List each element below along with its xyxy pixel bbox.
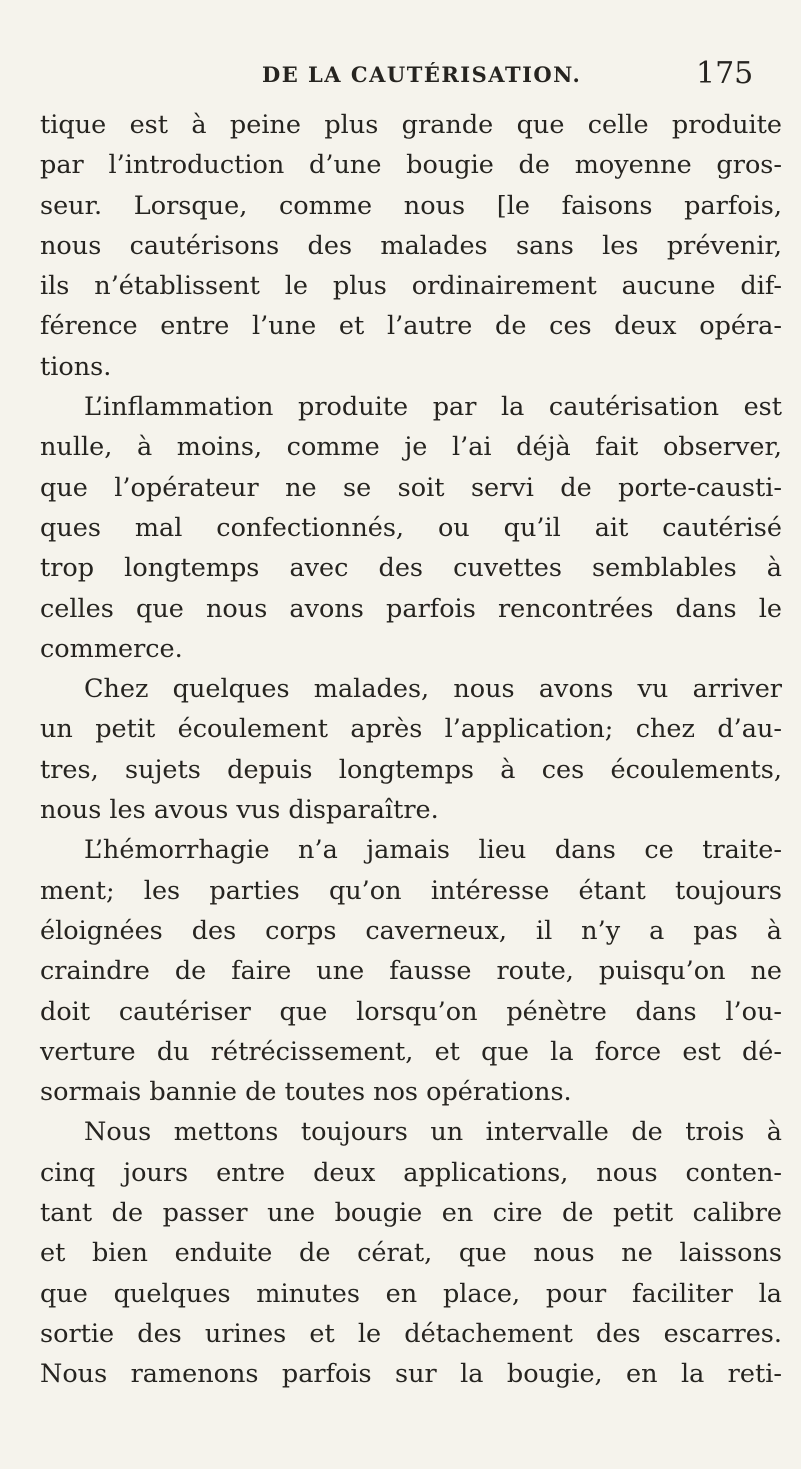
text-line: férence entre l’une et l’autre de ces deux opéra- [40,311,782,342]
text-line: que l’opérateur ne se soit servi de porte-causti- [40,472,782,503]
text-line: celles que nous avons parfois rencontrées dans le [40,593,782,624]
text-line: Chez quelques malades, nous avons vu arriver [84,674,782,705]
text-line: verture du rétrécissement, et que la force est dé- [40,1036,782,1067]
text-line: Nous ramenons parfois sur la bougie, en la reti- [40,1359,782,1390]
text-line: trop longtemps avec des cuvettes semblables à [40,553,782,584]
text-line: tique est à peine plus grande que celle produite [40,110,782,140]
running-title: DE LA CAUTÉRISATION. [262,62,582,87]
text-line: L’inflammation produite par la cautérisation est [84,392,782,423]
text-line: sortie des urines et le détachement des escarres. [40,1318,782,1349]
text-line: que quelques minutes en place, pour faciliter la [40,1278,782,1309]
text-line: tres, sujets depuis longtemps à ces écoulements, [40,754,782,785]
text-line: L’hémorrhagie n’a jamais lieu dans ce traite- [84,835,782,866]
text-line: nous cautérisons des malades sans les prévenir, [40,230,782,261]
text-line: ils n’établissent le plus ordinairement aucune dif- [40,271,782,302]
text-line: ment; les parties qu’on intéresse étant toujours [40,875,782,906]
text-line: par l’introduction d’une bougie de moyenne gros- [40,150,782,181]
body-text [40,105,782,1395]
text-line: éloignées des corps caverneux, il n’y a pas à [40,915,782,946]
text-line: tant de passer une bougie en cire de petit calibre [40,1198,782,1229]
text-line: cinq jours entre deux applications, nous conten- [40,1157,782,1188]
text-line: tions. [40,351,112,382]
text-line: nulle, à moins, comme je l’ai déjà fait observer, [40,432,782,463]
text-line: seur. Lorsque, comme nous [le faisons parfois, [40,190,782,221]
text-line: craindre de faire une fausse route, puisqu’on ne [40,956,782,987]
text-line: nous les avous vus disparaître. [40,795,439,826]
text-line: un petit écoulement après l’application; chez d’au- [40,714,782,745]
text-line: ques mal confectionnés, ou qu’il ait cautérisé [40,512,782,543]
text-line: sormais bannie de toutes nos opérations. [40,1077,572,1108]
running-head [0,58,801,98]
page-number: 175 [696,56,754,91]
text-line: et bien enduite de cérat, que nous ne laissons [40,1238,782,1269]
text-line: doit cautériser que lorsqu’on pénètre dans l’ou- [40,996,782,1027]
text-line: Nous mettons toujours un intervalle de trois à [84,1117,782,1148]
text-line: commerce. [40,633,183,664]
